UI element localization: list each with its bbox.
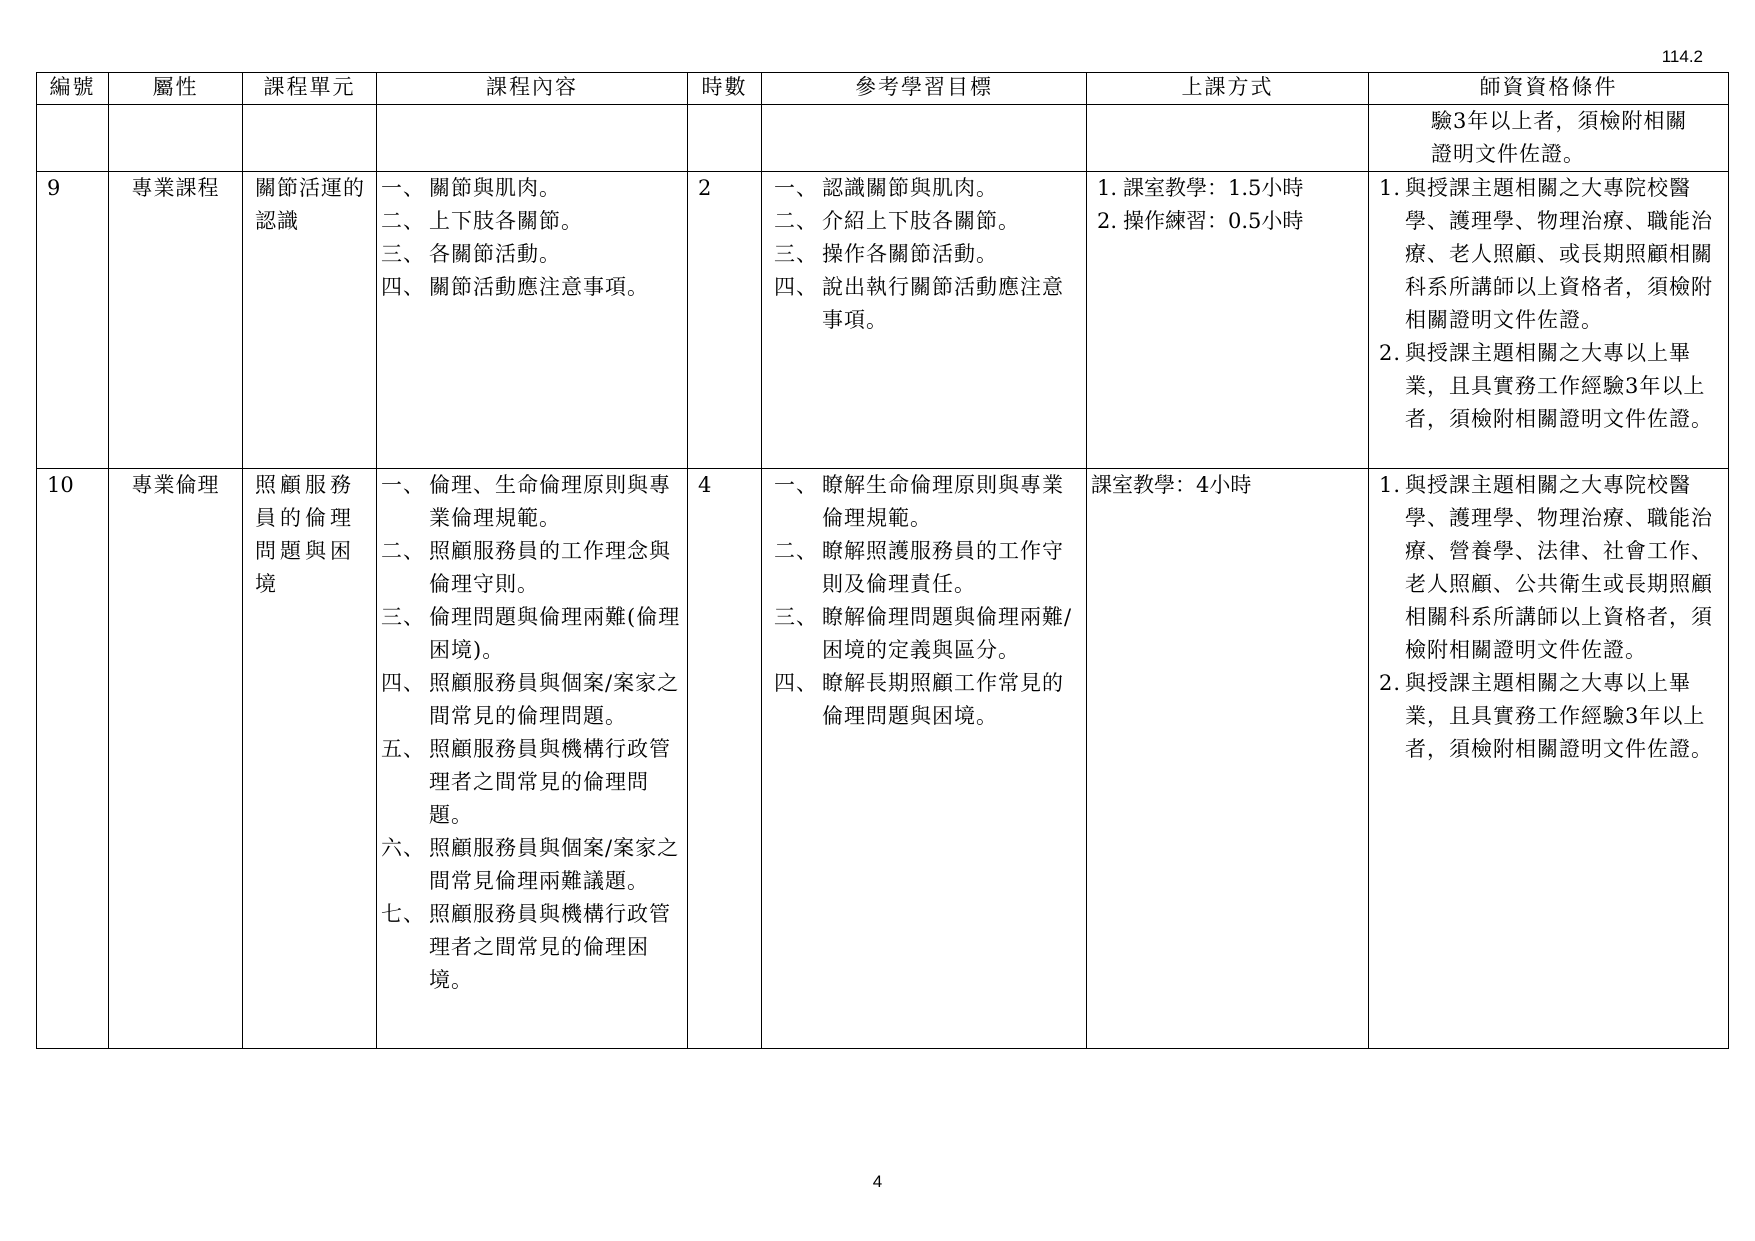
row-objectives <box>762 469 1087 1049</box>
table-row-continuation <box>37 105 1729 172</box>
row-content <box>377 469 688 1049</box>
content-item: 五、 照顧服務員與機構行政管理者之間常見的倫理問題。 <box>381 737 671 827</box>
row-attribute: 專業課程 <box>109 172 243 469</box>
table-row <box>37 172 1729 469</box>
objective-item: 一、 認識關節與肌肉。 <box>774 176 998 200</box>
qualification-continuation <box>1369 105 1729 172</box>
header-objectives: 參考學習目標 <box>762 73 1087 105</box>
objective-item: 四、 瞭解長期照顧工作常見的倫理問題與困境。 <box>774 671 1064 728</box>
objective-item: 二、 介紹上下肢各關節。 <box>774 209 1020 233</box>
row-unit: 關節活運的認識 <box>243 172 377 469</box>
objective-item: 三、 瞭解倫理問題與倫理兩難/困境的定義與區分。 <box>774 605 1073 662</box>
objective-item: 三、 操作各關節活動。 <box>774 242 998 266</box>
row-qualifications <box>1369 469 1729 1049</box>
header-attribute: 屬性 <box>109 73 243 105</box>
content-item: 三、 各關節活動。 <box>381 242 561 266</box>
content-item: 一、 關節與肌肉。 <box>381 176 561 200</box>
content-item: 一、 倫理、生命倫理原則與專業倫理規範。 <box>381 473 671 530</box>
header-number: 編號 <box>37 73 109 105</box>
objective-item: 一、 瞭解生命倫理原則與專業倫理規範。 <box>774 473 1064 530</box>
page-number: 4 <box>872 1172 883 1191</box>
header-content: 課程內容 <box>377 73 688 105</box>
content-item: 二、 照顧服務員的工作理念與倫理守則。 <box>381 539 671 596</box>
method-item: 1. 課室教學：1.5小時 <box>1097 176 1304 200</box>
content-item: 四、 關節活動應注意事項。 <box>381 275 649 299</box>
row-number: 9 <box>37 172 109 469</box>
row-hours: 4 <box>688 469 762 1049</box>
course-table <box>36 72 1729 1049</box>
objective-item: 四、 說出執行關節活動應注意事項。 <box>774 275 1064 332</box>
header-row <box>37 73 1729 105</box>
qualification-item: 1. 與授課主題相關之大專院校醫學、護理學、物理治療、職能治療、老人照顧、或長期照顧相關科系所講師以上資格者，須檢附相關證明文件佐證。 <box>1379 176 1713 332</box>
row-unit: 照顧服務員的倫理問題與困境 <box>243 469 377 1049</box>
content-item: 二、 上下肢各關節。 <box>381 209 583 233</box>
method-item: 2. 操作練習：0.5小時 <box>1097 209 1304 233</box>
table-row <box>37 469 1729 1049</box>
row-content <box>377 172 688 469</box>
content-item: 七、 照顧服務員與機構行政管理者之間常見的倫理困境。 <box>381 902 671 992</box>
row-attribute: 專業倫理 <box>109 469 243 1049</box>
version-number: 114.2 <box>1661 47 1703 66</box>
header-method: 上課方式 <box>1087 73 1369 105</box>
row-qualifications <box>1369 172 1729 469</box>
row-method: 課室教學：4小時 <box>1087 469 1369 1049</box>
row-objectives <box>762 172 1087 469</box>
continuation-line: 驗3年以上者，須檢附相關 <box>1431 109 1688 133</box>
objective-item: 二、 瞭解照護服務員的工作守則及倫理責任。 <box>774 539 1064 596</box>
content-item: 三、 倫理問題與倫理兩難(倫理困境)。 <box>381 605 681 662</box>
qualification-item: 2. 與授課主題相關之大專以上畢業，且具實務工作經驗3年以上者，須檢附相關證明文件佐證。 <box>1379 671 1713 761</box>
continuation-line: 證明文件佐證。 <box>1431 142 1585 166</box>
row-number: 10 <box>37 469 109 1049</box>
content-item: 四、 照顧服務員與個案/案家之間常見的倫理問題。 <box>381 671 680 728</box>
qualification-item: 1. 與授課主題相關之大專院校醫學、護理學、物理治療、職能治療、營養學、法律、社會工作、老人照顧、公共衛生或長期照顧相關科系所講師以上資格者，須檢附相關證明文件佐證。 <box>1379 473 1713 662</box>
header-qualifications: 師資資格條件 <box>1369 73 1729 105</box>
header-hours: 時數 <box>688 73 762 105</box>
header-unit: 課程單元 <box>243 73 377 105</box>
row-hours: 2 <box>688 172 762 469</box>
content-item: 六、 照顧服務員與個案/案家之間常見倫理兩難議題。 <box>381 836 680 893</box>
qualification-item: 2. 與授課主題相關之大專以上畢業，且具實務工作經驗3年以上者，須檢附相關證明文件佐證。 <box>1379 341 1713 431</box>
row-method <box>1087 172 1369 469</box>
